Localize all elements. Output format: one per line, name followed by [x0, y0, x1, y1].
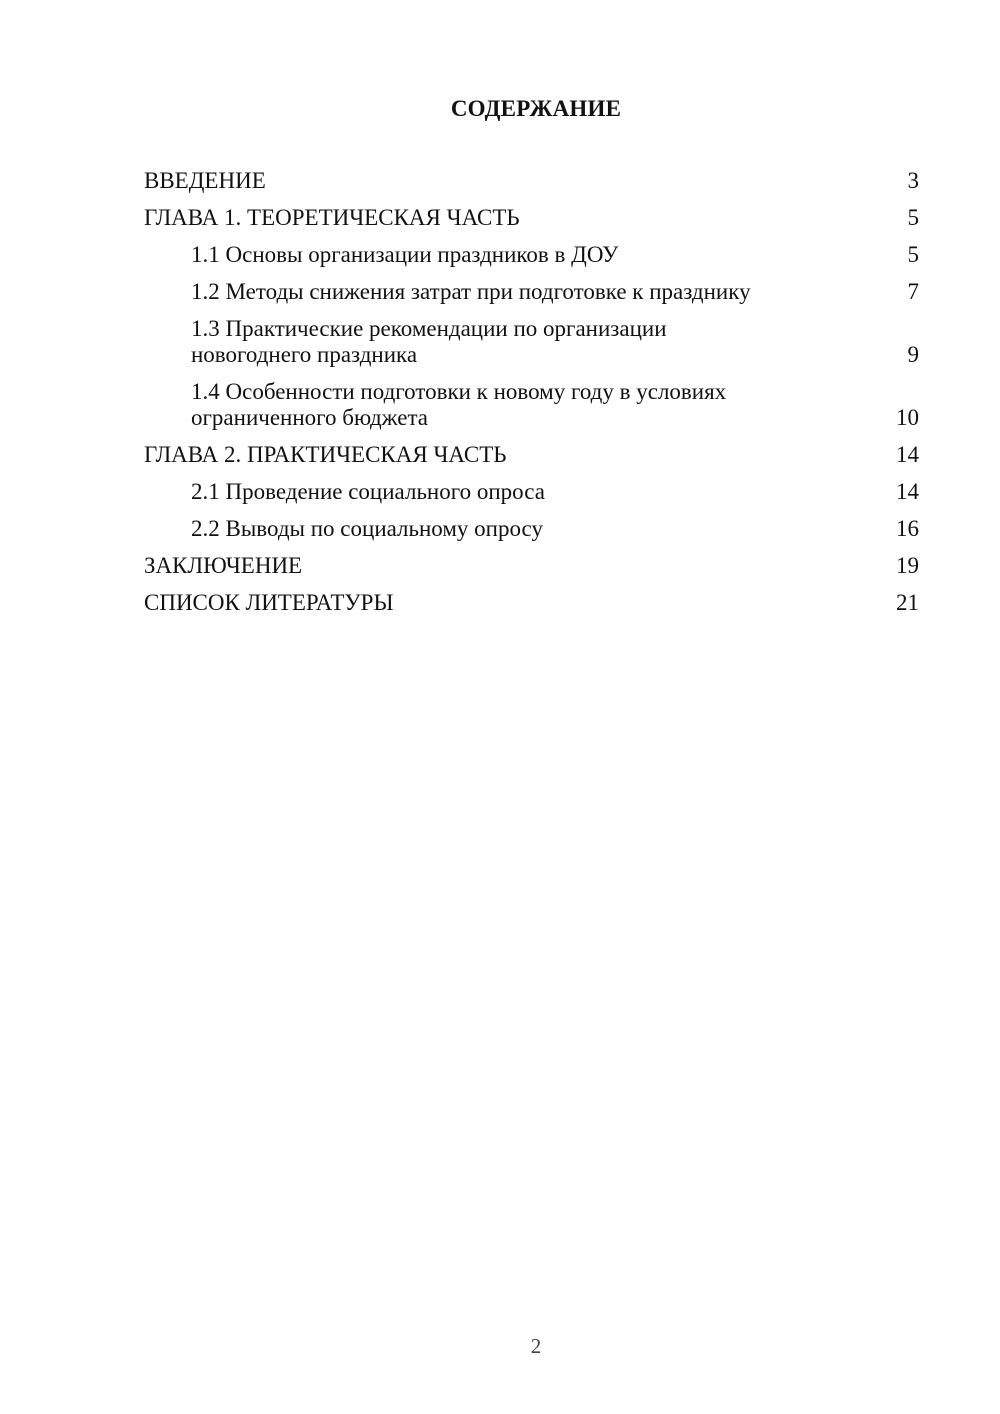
- toc-entry-page: 7: [907, 279, 919, 304]
- toc-entry-label: ЗАКЛЮЧЕНИЕ: [144, 553, 303, 578]
- toc-entry-chapter-1[interactable]: [144, 205, 919, 231]
- toc-entry-page: 14: [896, 479, 919, 504]
- toc-entry-label: 2.2 Выводы по социальному опросу: [191, 516, 543, 541]
- toc-entry-label: 1.4 Особенности подготовки к новому году в условиях ограниченного бюджета: [191, 379, 727, 430]
- toc-entry-section-1-2[interactable]: [144, 279, 919, 305]
- toc-entry-page: 19: [896, 553, 919, 578]
- toc-entry-page: 10: [896, 405, 919, 430]
- toc-entry-section-1-1[interactable]: [144, 242, 919, 268]
- toc-entry-section-1-4[interactable]: [144, 379, 919, 431]
- toc-entry-page: 5: [907, 205, 919, 230]
- toc-entry-page: 9: [907, 342, 919, 367]
- toc-entry-section-2-2[interactable]: [144, 516, 919, 542]
- toc-entry-section-2-1[interactable]: [144, 479, 919, 505]
- toc-entry-label: 1.1 Основы организации праздников в ДОУ: [191, 242, 619, 267]
- toc-entry-label: ГЛАВА 2. ПРАКТИЧЕСКАЯ ЧАСТЬ: [144, 442, 507, 467]
- table-of-contents: [144, 168, 919, 616]
- toc-entry-page: 3: [907, 168, 919, 193]
- toc-entry-page: 16: [896, 516, 919, 541]
- toc-entry-references[interactable]: [144, 590, 919, 616]
- page-title: СОДЕРЖАНИЕ: [450, 96, 622, 121]
- toc-entry-label: 1.3 Практические рекомендации по организации новогоднего праздника: [191, 316, 667, 367]
- toc-entry-chapter-2[interactable]: [144, 442, 919, 468]
- toc-entry-label: ВВЕДЕНИЕ: [144, 168, 266, 193]
- toc-entry-label: 2.1 Проведение социального опроса: [191, 479, 545, 504]
- toc-entry-conclusion[interactable]: [144, 553, 919, 579]
- toc-entry-label: 1.2 Методы снижения затрат при подготовке к празднику: [191, 279, 751, 304]
- toc-entry-label: СПИСОК ЛИТЕРАТУРЫ: [144, 590, 394, 615]
- toc-entry-page: 21: [896, 590, 919, 615]
- toc-entry-introduction[interactable]: [144, 168, 919, 194]
- toc-entry-page: 14: [896, 442, 919, 467]
- toc-entry-page: 5: [907, 242, 919, 267]
- toc-entry-label: ГЛАВА 1. ТЕОРЕТИЧЕСКАЯ ЧАСТЬ: [144, 205, 520, 230]
- toc-entry-section-1-3[interactable]: [144, 316, 919, 368]
- page-number: 2: [530, 1334, 542, 1358]
